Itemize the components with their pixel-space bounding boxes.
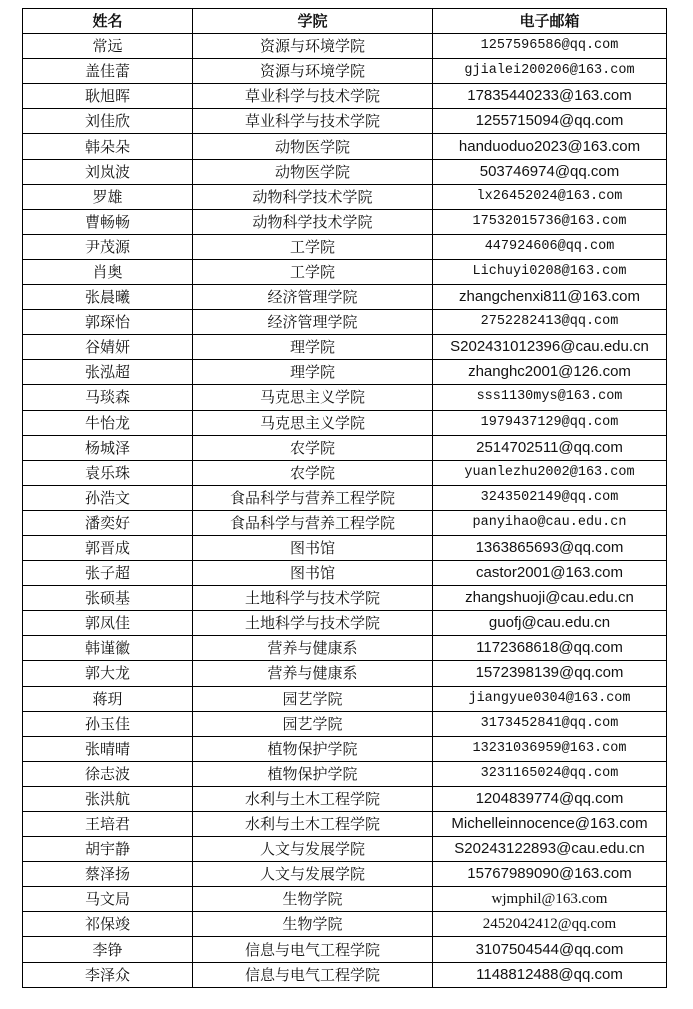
cell-name: 张晴晴	[23, 736, 193, 761]
cell-name: 常远	[23, 34, 193, 59]
cell-name: 李泽众	[23, 962, 193, 987]
cell-dept: 资源与环境学院	[193, 34, 433, 59]
cell-email: Lichuyi0208@163.com	[433, 259, 667, 284]
table-row	[23, 736, 667, 761]
cell-name: 马文局	[23, 887, 193, 912]
table-row	[23, 862, 667, 887]
cell-email: 1979437129@qq.com	[433, 410, 667, 435]
table-row	[23, 84, 667, 109]
cell-email: 1255715094@qq.com	[433, 109, 667, 134]
table-row	[23, 59, 667, 84]
cell-name: 耿旭晖	[23, 84, 193, 109]
table-row	[23, 711, 667, 736]
cell-email: zhangshuoji@cau.edu.cn	[433, 586, 667, 611]
cell-email: panyihao@cau.edu.cn	[433, 510, 667, 535]
cell-email: S20243122893@cau.edu.cn	[433, 837, 667, 862]
cell-dept: 工学院	[193, 234, 433, 259]
cell-name: 谷婧妍	[23, 335, 193, 360]
cell-dept: 土地科学与技术学院	[193, 611, 433, 636]
cell-dept: 食品科学与营养工程学院	[193, 510, 433, 535]
cell-name: 徐志波	[23, 761, 193, 786]
table-row	[23, 385, 667, 410]
table-row	[23, 962, 667, 987]
cell-dept: 生物学院	[193, 912, 433, 937]
cell-name: 尹茂源	[23, 234, 193, 259]
cell-email: handuoduo2023@163.com	[433, 134, 667, 159]
cell-dept: 植物保护学院	[193, 761, 433, 786]
cell-dept: 经济管理学院	[193, 285, 433, 310]
cell-name: 张洪航	[23, 786, 193, 811]
cell-dept: 信息与电气工程学院	[193, 962, 433, 987]
header-name: 姓名	[23, 9, 193, 34]
cell-email: 2752282413@qq.com	[433, 310, 667, 335]
cell-name: 潘奕好	[23, 510, 193, 535]
cell-dept: 园艺学院	[193, 711, 433, 736]
table-row	[23, 786, 667, 811]
table-row	[23, 134, 667, 159]
cell-email: zhanghc2001@126.com	[433, 360, 667, 385]
table-row	[23, 310, 667, 335]
cell-dept: 食品科学与营养工程学院	[193, 485, 433, 510]
table-row	[23, 109, 667, 134]
table-row	[23, 912, 667, 937]
cell-dept: 马克思主义学院	[193, 410, 433, 435]
cell-dept: 水利与土木工程学院	[193, 812, 433, 837]
cell-dept: 生物学院	[193, 887, 433, 912]
table-row	[23, 636, 667, 661]
table-row	[23, 335, 667, 360]
table-row	[23, 611, 667, 636]
cell-name: 郭大龙	[23, 661, 193, 686]
cell-email: jiangyue0304@163.com	[433, 686, 667, 711]
cell-dept: 人文与发展学院	[193, 837, 433, 862]
cell-email: 1363865693@qq.com	[433, 535, 667, 560]
cell-email: castor2001@163.com	[433, 561, 667, 586]
cell-name: 张晨曦	[23, 285, 193, 310]
table-row	[23, 485, 667, 510]
table-row	[23, 887, 667, 912]
contact-table	[22, 8, 667, 988]
cell-email: 17532015736@163.com	[433, 209, 667, 234]
cell-name: 曹畅畅	[23, 209, 193, 234]
cell-name: 蒋玥	[23, 686, 193, 711]
cell-dept: 水利与土木工程学院	[193, 786, 433, 811]
table-row	[23, 535, 667, 560]
table-row	[23, 184, 667, 209]
table-row	[23, 686, 667, 711]
cell-name: 郭凤佳	[23, 611, 193, 636]
cell-name: 胡宇静	[23, 837, 193, 862]
cell-name: 蔡泽扬	[23, 862, 193, 887]
table-row	[23, 234, 667, 259]
cell-name: 张子超	[23, 561, 193, 586]
cell-email: 2452042412@qq.com	[433, 912, 667, 937]
cell-dept: 动物医学院	[193, 134, 433, 159]
table-row	[23, 937, 667, 962]
cell-email: guofj@cau.edu.cn	[433, 611, 667, 636]
cell-email: 3107504544@qq.com	[433, 937, 667, 962]
table-row	[23, 285, 667, 310]
cell-dept: 草业科学与技术学院	[193, 109, 433, 134]
cell-dept: 经济管理学院	[193, 310, 433, 335]
cell-email: wjmphil@163.com	[433, 887, 667, 912]
table-row	[23, 561, 667, 586]
cell-email: S202431012396@cau.edu.cn	[433, 335, 667, 360]
cell-email: 1572398139@qq.com	[433, 661, 667, 686]
cell-dept: 营养与健康系	[193, 636, 433, 661]
cell-dept: 营养与健康系	[193, 661, 433, 686]
cell-email: 3231165024@qq.com	[433, 761, 667, 786]
cell-email: 15767989090@163.com	[433, 862, 667, 887]
cell-dept: 工学院	[193, 259, 433, 284]
cell-dept: 人文与发展学院	[193, 862, 433, 887]
cell-name: 李铮	[23, 937, 193, 962]
cell-email: 1257596586@qq.com	[433, 34, 667, 59]
cell-email: lx26452024@163.com	[433, 184, 667, 209]
cell-email: 3173452841@qq.com	[433, 711, 667, 736]
table-row	[23, 435, 667, 460]
cell-name: 韩谨徽	[23, 636, 193, 661]
cell-email: yuanlezhu2002@163.com	[433, 460, 667, 485]
cell-email: gjialei200206@163.com	[433, 59, 667, 84]
cell-email: 1148812488@qq.com	[433, 962, 667, 987]
table-row	[23, 209, 667, 234]
cell-email: Michelleinnocence@163.com	[433, 812, 667, 837]
cell-dept: 植物保护学院	[193, 736, 433, 761]
header-row	[23, 9, 667, 34]
cell-dept: 动物科学技术学院	[193, 184, 433, 209]
cell-name: 盖佳蕾	[23, 59, 193, 84]
cell-email: sss1130mys@163.com	[433, 385, 667, 410]
cell-name: 牛怡龙	[23, 410, 193, 435]
cell-dept: 马克思主义学院	[193, 385, 433, 410]
cell-dept: 动物科学技术学院	[193, 209, 433, 234]
cell-name: 韩朵朵	[23, 134, 193, 159]
cell-email: 1172368618@qq.com	[433, 636, 667, 661]
table-row	[23, 586, 667, 611]
table-row	[23, 460, 667, 485]
cell-email: 2514702511@qq.com	[433, 435, 667, 460]
cell-dept: 农学院	[193, 435, 433, 460]
header-email: 电子邮箱	[433, 9, 667, 34]
cell-dept: 图书馆	[193, 535, 433, 560]
cell-dept: 动物医学院	[193, 159, 433, 184]
table-row	[23, 761, 667, 786]
cell-email: 503746974@qq.com	[433, 159, 667, 184]
cell-dept: 草业科学与技术学院	[193, 84, 433, 109]
cell-name: 祁保竣	[23, 912, 193, 937]
cell-name: 袁乐珠	[23, 460, 193, 485]
cell-name: 郭晋成	[23, 535, 193, 560]
cell-dept: 图书馆	[193, 561, 433, 586]
cell-dept: 信息与电气工程学院	[193, 937, 433, 962]
cell-dept: 农学院	[193, 460, 433, 485]
cell-name: 孙浩文	[23, 485, 193, 510]
cell-name: 刘岚波	[23, 159, 193, 184]
cell-dept: 土地科学与技术学院	[193, 586, 433, 611]
table-row	[23, 159, 667, 184]
header-dept: 学院	[193, 9, 433, 34]
cell-dept: 资源与环境学院	[193, 59, 433, 84]
cell-dept: 理学院	[193, 335, 433, 360]
cell-dept: 理学院	[193, 360, 433, 385]
cell-name: 马琰森	[23, 385, 193, 410]
table-row	[23, 661, 667, 686]
cell-name: 张泓超	[23, 360, 193, 385]
cell-name: 王培君	[23, 812, 193, 837]
table-row	[23, 410, 667, 435]
cell-email: 3243502149@qq.com	[433, 485, 667, 510]
cell-name: 罗雄	[23, 184, 193, 209]
table-row	[23, 34, 667, 59]
table-row	[23, 259, 667, 284]
table-row	[23, 837, 667, 862]
cell-email: zhangchenxi811@163.com	[433, 285, 667, 310]
table-row	[23, 510, 667, 535]
cell-email: 13231036959@163.com	[433, 736, 667, 761]
cell-dept: 园艺学院	[193, 686, 433, 711]
cell-name: 郭琛怡	[23, 310, 193, 335]
cell-email: 1204839774@qq.com	[433, 786, 667, 811]
table-row	[23, 812, 667, 837]
cell-name: 肖奥	[23, 259, 193, 284]
cell-email: 17835440233@163.com	[433, 84, 667, 109]
cell-name: 杨城泽	[23, 435, 193, 460]
cell-name: 张硕基	[23, 586, 193, 611]
cell-email: 447924606@qq.com	[433, 234, 667, 259]
table-body	[23, 34, 667, 988]
cell-name: 刘佳欣	[23, 109, 193, 134]
table-row	[23, 360, 667, 385]
cell-name: 孙玉佳	[23, 711, 193, 736]
contact-table-container	[22, 8, 667, 988]
